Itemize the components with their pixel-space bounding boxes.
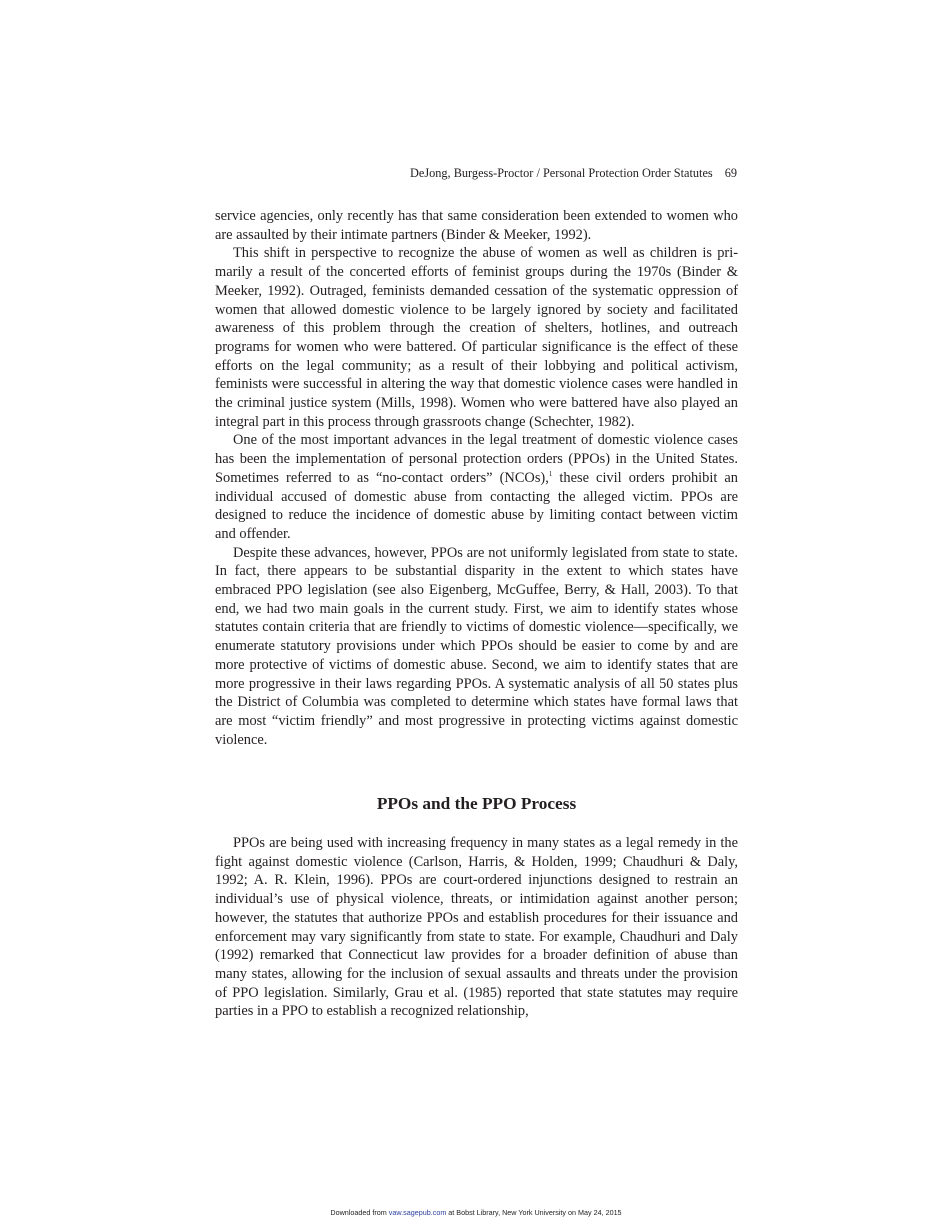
- footnote-marker[interactable]: 1: [548, 469, 553, 478]
- paragraph-study-goals: Despite these advances, however, PPOs are not uniformly legislated from state to state. In fact, there appears to be substantial disparity in the extent to which states have embraced PPO legislation (see also Eigenberg, McGuffee, Berry, & Hall, 2003). To that end, we had two main goals in the current study. First, we aim to identify states whose statutes contain criteria that are friendly to victims of domestic violence—specifically, we enumerate statutory provisions under which PPOs should be easier to come by and are more protective of victims of domestic abuse. Second, we aim to identify states that are more progressive in their laws regarding PPOs. A systematic analysis of all 50 states plus the District of Columbia was completed to determine which states have formal laws that are most “victim friendly” and most progressive in protecting victims against domestic violence.: [215, 544, 738, 748]
- paragraph-ppo-advances-end: these civil orders prohibit an individual accused of domestic abuse from contacting the alleged victim. PPOs are designed to reduce the incidence of domestic abuse by limiting contact between victim and offender.: [215, 469, 738, 542]
- running-header: [215, 165, 737, 182]
- paragraph-ppo-process: PPOs are being used with increasing frequency in many states as a legal remedy in the fight against domestic violence (Carlson, Harris, & Holden, 1999; Chaudhuri & Daly, 1992; A. R. Klein, 1996). PPOs are court-ordered injunctions designed to restrain an individual’s use of physical violence, threats, or intimidation against another person; however, the statutes that authorize PPOs and establish procedures for their issuance and enforcement may vary significantly from state to state. For example, Chaudhuri and Daly (1992) remarked that Connecticut law provides for a broader definition of abuse than many states, allowing for the inclusion of sexual assaults and threats under the provision of PPO legislation. Similarly, Grau et al. (1985) reported that state statutes may require parties in a PPO to establish a recognized relationship,: [215, 835, 738, 1020]
- body-text-top: [215, 207, 738, 749]
- footer-prefix: Downloaded from: [330, 1208, 389, 1217]
- download-footer: [0, 1208, 952, 1218]
- paragraph-ppo-advances: [215, 431, 738, 543]
- footer-suffix: at Bobst Library, New York University on May 24, 2015: [446, 1208, 622, 1217]
- page-number: 69: [724, 166, 737, 180]
- paragraph-feminist-shift: This shift in perspective to recognize the abuse of women as well as children is primarily a result of the concerted efforts of feminist groups during the 1970s (Binder & Meeker, 1992). Outraged, feminists demanded cessation of the systematic oppression of women that allowed domestic violence to be largely ignored by society and facilitated awareness of this problem through the creation of shelters, hotlines, and outreach programs for women who were battered. Of particular significance is the effect of these efforts on the legal community; as a result of their lobbying and political activism, feminists were successful in altering the way that domestic violence cases were handled in the criminal justice system (Mills, 1998). Women who were battered have also played an integral part in this process through grassroots change (Schechter, 1982).: [215, 245, 738, 430]
- paragraph-ppo-advances-start: One of the most important advances in the legal treatment of domestic violence cases has been the implementation of personal protection orders (PPOs) in the United States. Sometimes referred to as “no-contact orders” (NCOs),: [215, 432, 738, 486]
- section-heading: PPOs and the PPO Process: [376, 794, 577, 813]
- body-text-bottom: [215, 834, 738, 1021]
- paragraph-continued: service agencies, only recently has that same consideration been extended to women who are assaulted by their intimate partners (Binder & Meeker, 1992).: [215, 208, 738, 243]
- footer-link[interactable]: vaw.sagepub.com: [388, 1208, 447, 1217]
- running-title: DeJong, Burgess-Proctor / Personal Protection Order Statutes: [409, 166, 713, 180]
